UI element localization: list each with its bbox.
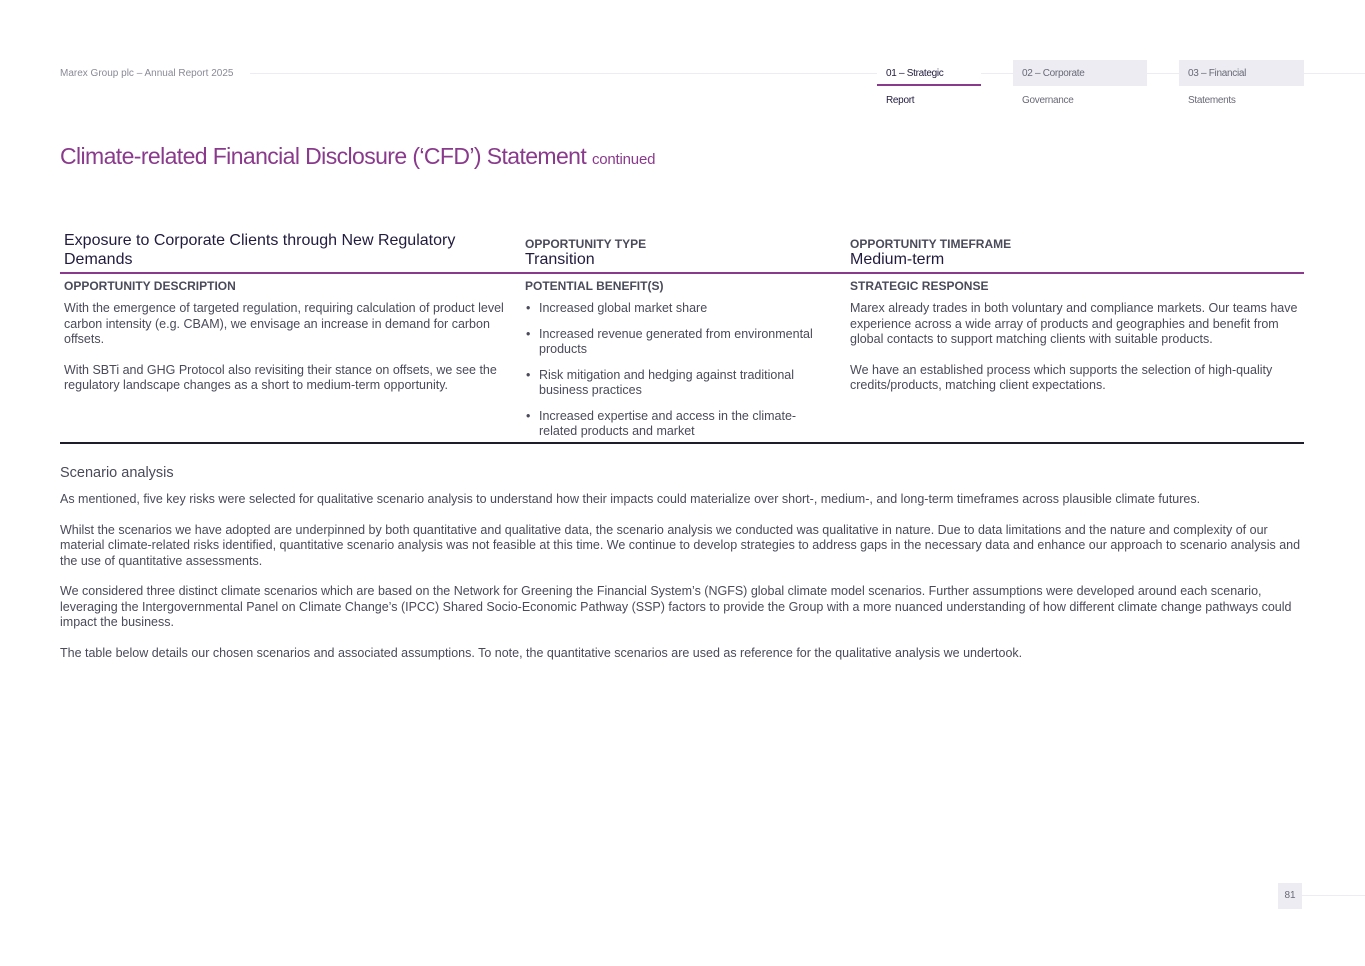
scenario-analysis-heading: Scenario analysis — [60, 465, 174, 481]
opportunity-table-header — [60, 228, 1304, 274]
benefits-list — [525, 301, 815, 450]
tab-financial-statements[interactable]: 03 – Financial Statements — [1179, 60, 1304, 86]
opportunity-type-label: OPPORTUNITY TYPE — [525, 237, 647, 251]
description-text — [64, 301, 504, 409]
response-text — [850, 301, 1300, 409]
benefit-item: • Increased revenue generated from environmental products — [525, 327, 815, 358]
description-paragraph: With the emergence of targeted regulation, requiring calculation of product level carbon intensity (e.g. CBAM), we envisage an increase in demand for carbon offsets. — [64, 301, 504, 346]
benefit-item: • Risk mitigation and hedging against traditional business practices — [525, 368, 815, 399]
page-number: 81 — [1278, 883, 1302, 909]
page-title-text: Climate-related Financial Disclosure (‘CFD’) Statement — [60, 143, 587, 169]
scenario-paragraph: As mentioned, five key risks were selected for qualitative scenario analysis to understand how their impacts could materialize over short-, medium-, and long-term timeframes across plausible climate futures. — [60, 492, 1201, 506]
tab-corporate-governance[interactable]: 02 – Corporate Governance — [1013, 60, 1147, 86]
benefits-label: POTENTIAL BENEFIT(S) — [525, 279, 664, 293]
opportunity-timeframe-label: OPPORTUNITY TIMEFRAME — [850, 237, 1012, 251]
scenario-paragraph: Whilst the scenarios we have adopted are underpinned by both quantitative and qualitative data, the scenario analysis we conducted was qualitative in nature. Due to data limitations and the nature and complexity of our material climate-related risks identified, quantitative scenario analysis was not feasible at this time. We continue to develop strategies to address gaps in the necessary data and enhance our approach to scenario analysis and the use of quantitative assessments. — [60, 522, 1301, 568]
report-brand: Marex Group plc – Annual Report 2025 — [60, 68, 243, 79]
scenario-paragraph: The table below details our chosen scenarios and associated assumptions. To note, the quantitative scenarios are used as reference for the qualitative analysis we undertook. — [60, 645, 1023, 660]
response-paragraph: Marex already trades in both voluntary and compliance markets. Our teams have experience across a wide array of products and geographies and benefit from global contacts to support matching clients with suitable products. — [850, 301, 1298, 346]
scenario-paragraph: We considered three distinct climate scenarios which are based on the Network for Greening the Financial System’s (NGFS) global climate model scenarios. Further assumptions were developed around each scenario, leveraging the Intergovernmental Panel on Climate Change’s (IPCC) Shared Socio-Economic Pathway (SSP) factors to provide the Group with a more nuanced understanding of how different climate change pathways could impact the business. — [60, 584, 1292, 629]
opportunity-title: Exposure to Corporate Clients through New Regulatory Demands — [64, 232, 456, 268]
opportunity-type-value: Transition — [525, 251, 595, 268]
opportunity-table — [60, 228, 1304, 444]
response-paragraph: We have an established process which supports the selection of high-quality credits/products, matching client expectations. — [850, 362, 1273, 392]
scenario-analysis-body — [60, 492, 1304, 676]
tab-strategic-report[interactable]: 01 – Strategic Report — [877, 60, 981, 86]
benefit-item: • Increased global market share — [525, 301, 815, 317]
opportunity-timeframe-value: Medium-term — [850, 251, 945, 268]
response-label: STRATEGIC RESPONSE — [850, 279, 989, 293]
benefit-item: • Increased expertise and access in the climate-related products and market — [525, 409, 815, 440]
page-title-suffix: continued — [591, 151, 656, 168]
description-label: OPPORTUNITY DESCRIPTION — [64, 279, 236, 293]
footer-divider — [1300, 895, 1365, 896]
description-paragraph: With SBTi and GHG Protocol also revisiting their stance on offsets, we see the regulatory landscape changes as a short to medium-term opportunity. — [64, 362, 497, 392]
page-title — [60, 143, 655, 170]
